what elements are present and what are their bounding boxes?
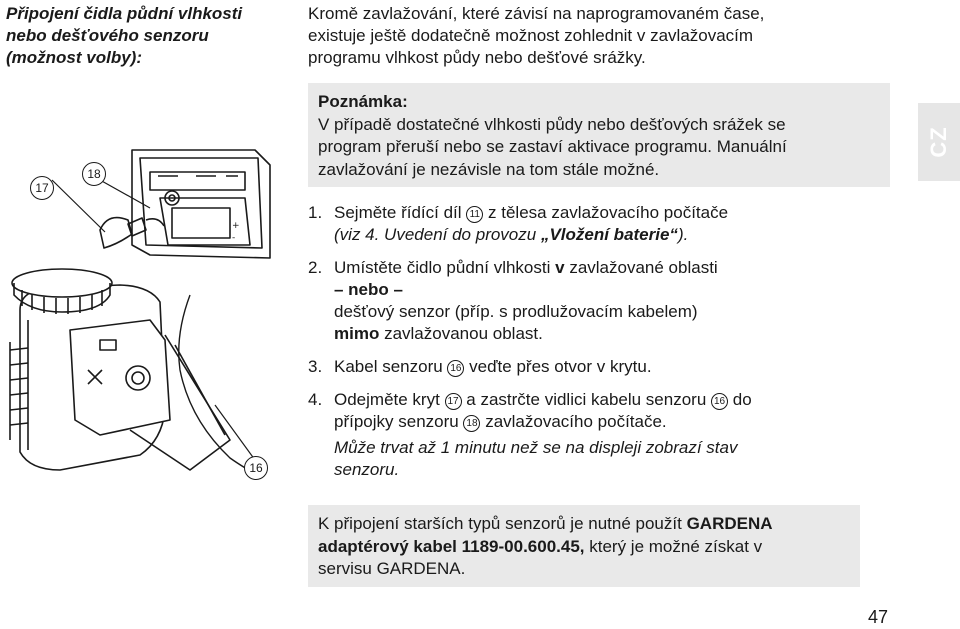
intro-line-1: Kromě zavlažování, které závisí na naprogramovaném čase, bbox=[308, 4, 765, 23]
step-2-text-v: v bbox=[555, 258, 565, 277]
step-1 bbox=[308, 202, 908, 246]
step-3-text-a: Kabel senzoru bbox=[334, 357, 443, 376]
step-4-note-line-1: Může trvat až 1 minutu než se na displeji zobrazí stav bbox=[334, 438, 738, 457]
step-2-number: 2. bbox=[308, 258, 323, 277]
footer-brand: GARDENA bbox=[686, 514, 773, 533]
step-2-text-d: zavlažovanou oblast. bbox=[384, 324, 543, 343]
step-1-text-e: ). bbox=[677, 225, 689, 244]
note-line-1: V případě dostatečné vlhkosti půdy nebo dešťových srážek se bbox=[318, 114, 786, 134]
step-1-link-battery: „Vložení baterie“ bbox=[540, 225, 678, 244]
ref-16-icon: 16 bbox=[711, 393, 728, 410]
callout-16: 16 bbox=[244, 456, 268, 480]
footer-text-d: který je možné získat v bbox=[589, 536, 763, 556]
heading-line-3: (možnost volby): bbox=[6, 48, 142, 67]
sensor-plug bbox=[100, 218, 132, 248]
footer-note-box bbox=[308, 505, 860, 587]
ref-11-icon: 11 bbox=[466, 206, 483, 223]
footer-text-e: servisu GARDENA. bbox=[318, 559, 466, 578]
sensor-cable bbox=[179, 295, 260, 475]
step-1-text-c: (viz 4. Uvedení do provozu bbox=[334, 225, 537, 244]
step-2 bbox=[308, 257, 908, 345]
step-4 bbox=[308, 389, 908, 481]
step-4-text-b: a zastrčte vidlici kabelu senzoru bbox=[466, 390, 707, 409]
step-2-text-c: dešťový senzor (příp. s prodlužovacím kabelem) bbox=[334, 302, 698, 321]
intro-paragraph bbox=[308, 3, 868, 69]
page-number: 47 bbox=[868, 607, 889, 627]
heading-line-1: Připojení čidla půdní vlhkosti bbox=[6, 4, 243, 23]
step-2-text-a: Umístěte čidlo půdní vlhkosti bbox=[334, 258, 551, 277]
ref-16-icon: 16 bbox=[447, 360, 464, 377]
water-computer-drawing bbox=[0, 80, 300, 490]
note-title: Poznámka: bbox=[318, 92, 408, 111]
step-4-text-e: zavlažovacího počítače. bbox=[485, 412, 667, 431]
section-heading bbox=[6, 3, 291, 69]
step-2-text-b: zavlažované oblasti bbox=[569, 258, 718, 277]
callout-17: 17 bbox=[30, 176, 54, 200]
step-4-number: 4. bbox=[308, 390, 323, 409]
step-4-text-c: do bbox=[732, 390, 752, 409]
language-tab-label: CZ bbox=[926, 126, 951, 158]
ref-18-icon: 18 bbox=[463, 415, 480, 432]
step-4-text-a: Odejměte kryt bbox=[334, 390, 440, 409]
note-box bbox=[308, 83, 890, 187]
step-3-number: 3. bbox=[308, 357, 323, 376]
note-line-3: zavlažování je nezávisle na tom stále možné. bbox=[318, 159, 660, 179]
step-4-text-d: přípojky senzoru bbox=[334, 412, 459, 431]
step-1-text-a: Sejměte řídící díl bbox=[334, 203, 462, 222]
step-1-text-b: z tělesa zavlažovacího počítače bbox=[488, 203, 729, 222]
footer-text-a: K připojení starších typů senzorů je nutné použít bbox=[318, 514, 682, 533]
step-3 bbox=[308, 356, 908, 378]
connector-panel bbox=[70, 320, 170, 435]
note-line-2: program přeruší nebo se zastaví aktivace programu. Manuální bbox=[318, 137, 787, 156]
svg-text:-: - bbox=[232, 233, 236, 243]
step-1-number: 1. bbox=[308, 203, 323, 222]
step-4-note-line-2: senzoru. bbox=[334, 460, 400, 479]
step-3-text-b: veďte přes otvor v krytu. bbox=[469, 357, 652, 376]
footer-adapter-cable: adaptérový kabel 1189-00.600.45, bbox=[318, 536, 585, 556]
step-2-text-mimo: mimo bbox=[334, 324, 380, 343]
svg-text:+: + bbox=[232, 221, 240, 231]
intro-line-2: existuje ještě dodatečně možnost zohlednit v zavlažovacím bbox=[308, 26, 754, 45]
callout-18: 18 bbox=[82, 162, 106, 186]
device-illustration bbox=[0, 80, 300, 490]
heading-line-2: nebo dešťového senzoru bbox=[6, 26, 209, 45]
language-tab bbox=[918, 103, 960, 181]
intro-line-3: programu vlhkost půdy nebo dešťové srážky. bbox=[308, 48, 646, 67]
control-knob bbox=[12, 269, 112, 297]
ref-17-icon: 17 bbox=[445, 393, 462, 410]
step-2-or: – nebo – bbox=[334, 280, 403, 299]
steps-list bbox=[308, 202, 908, 492]
